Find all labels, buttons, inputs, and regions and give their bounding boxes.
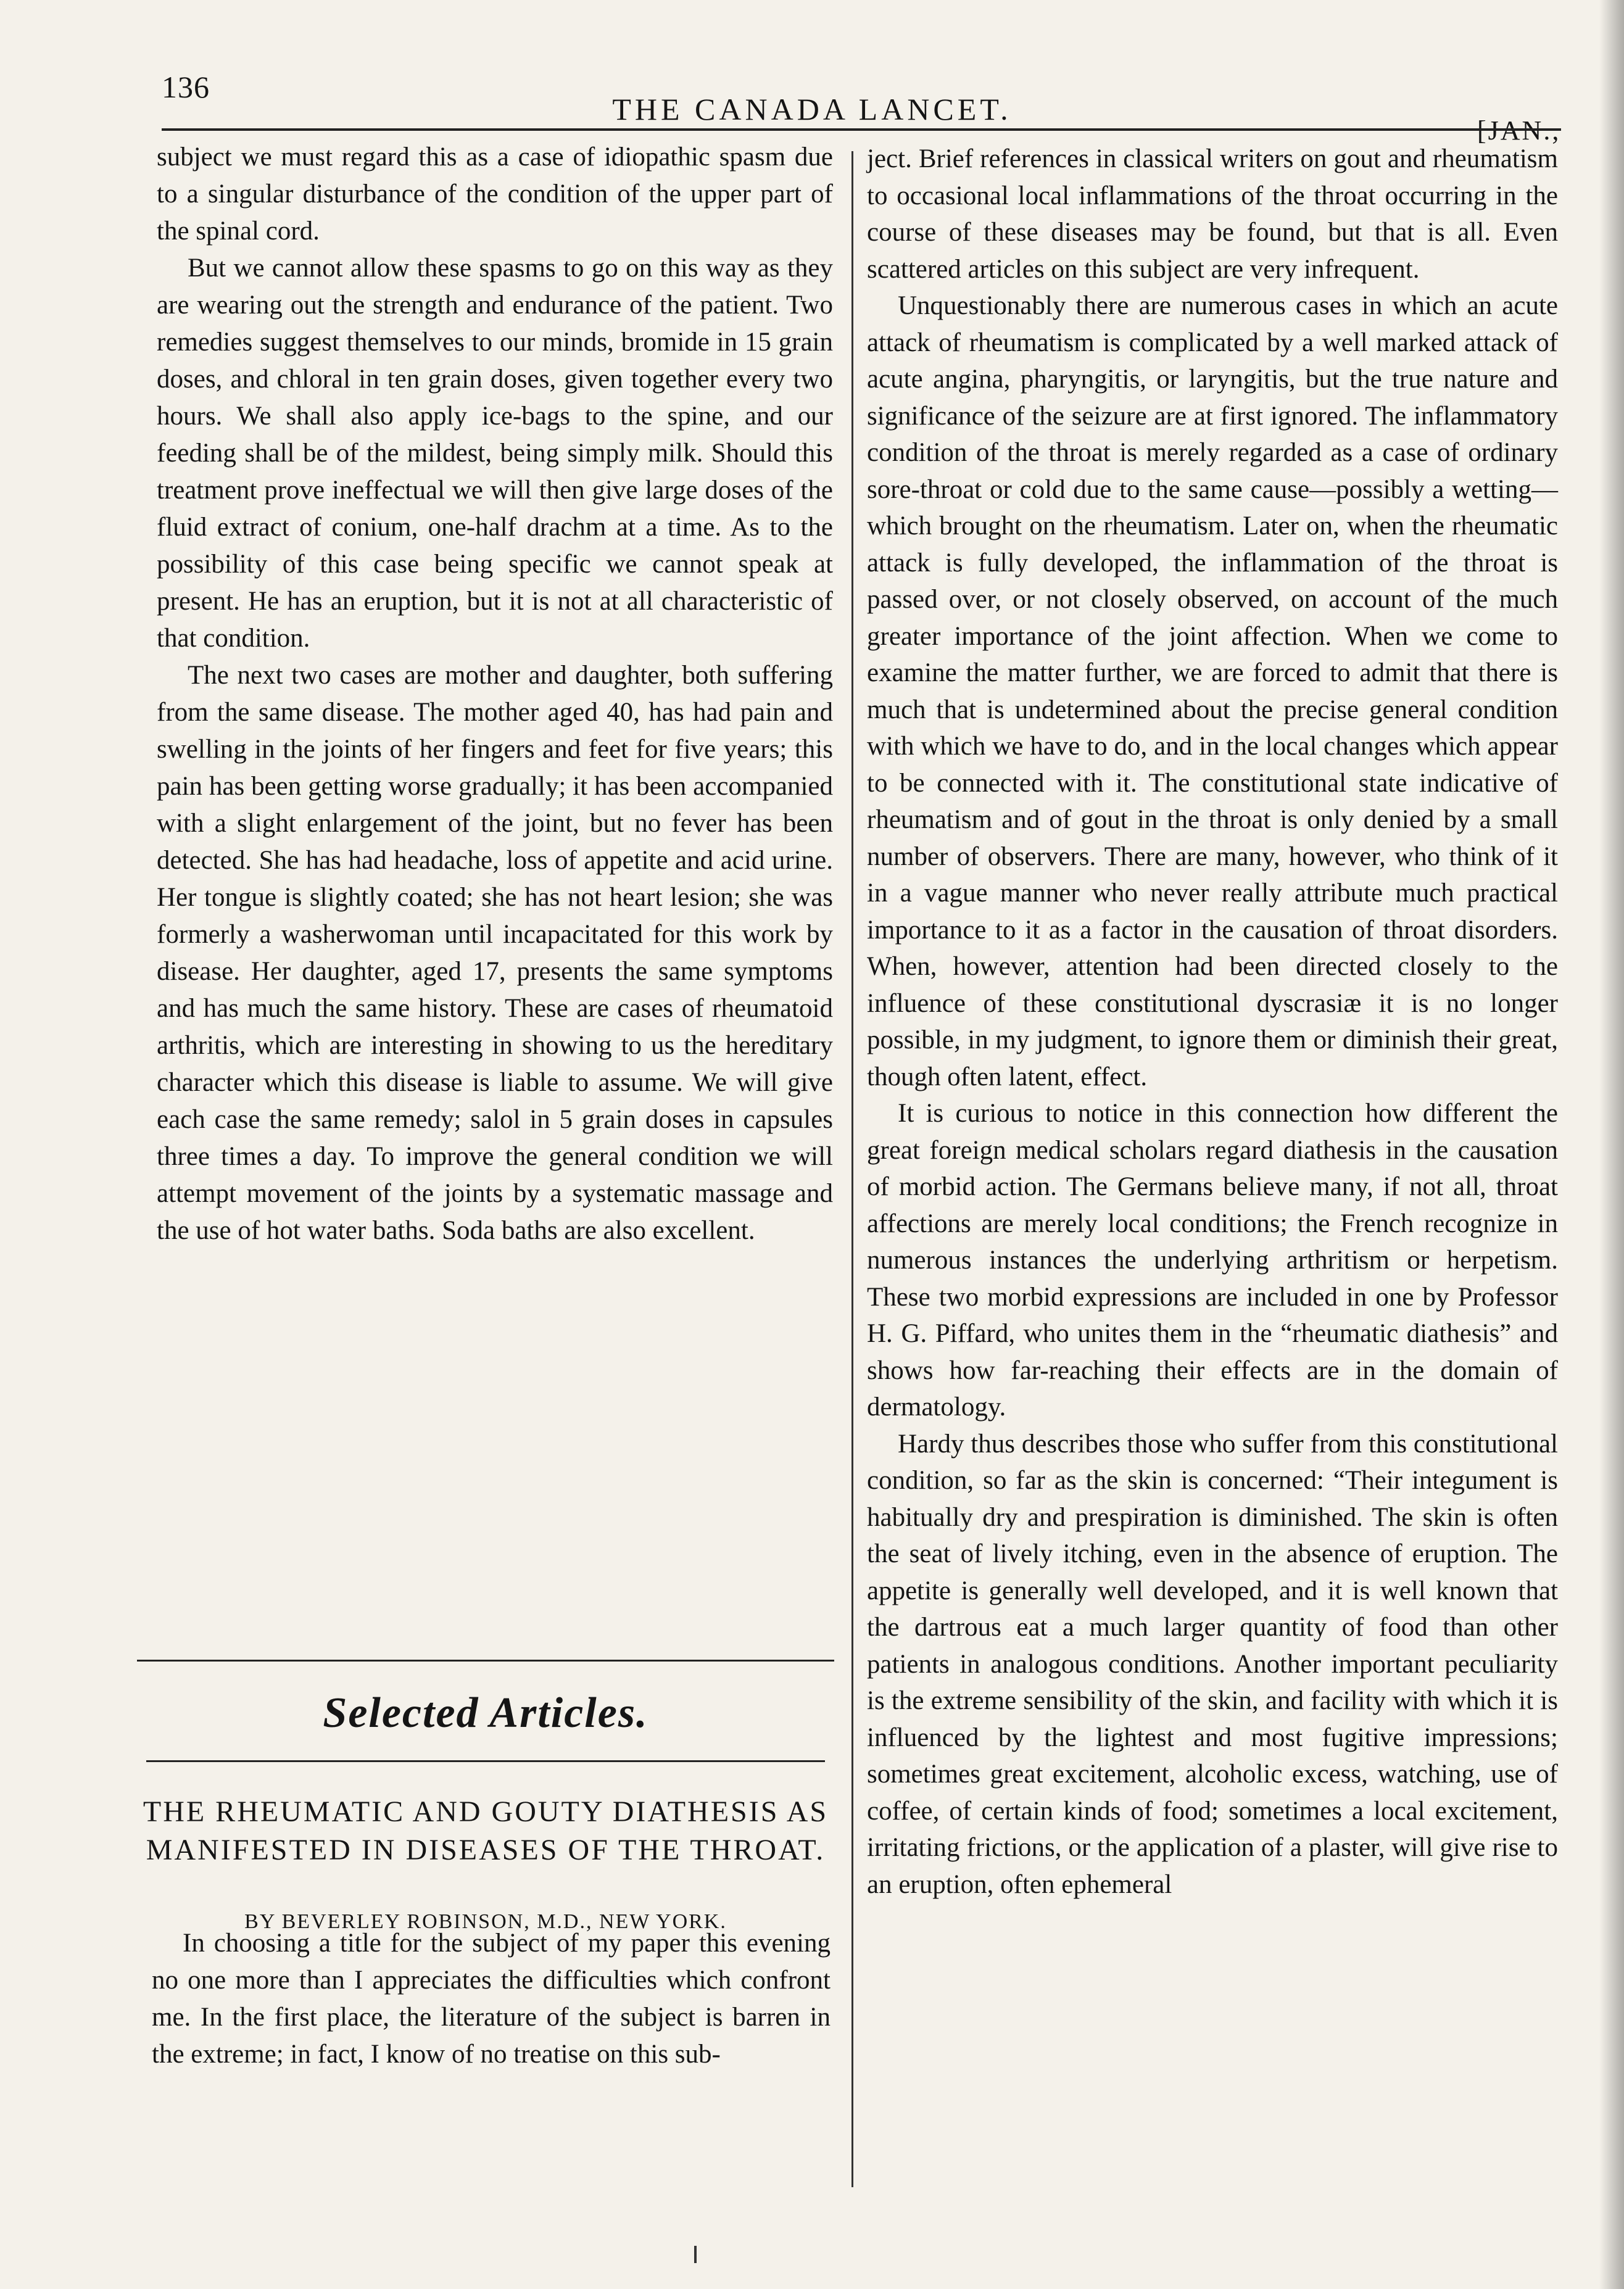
article-title: THE RHEUMATIC AND GOUTY DIATHESIS AS MANIFESTED IN DISEASES OF THE THROAT. — [143, 1795, 829, 1866]
right-paragraph-2: Unquestionably there are numerous cases in which an acute attack of rheumatism is complicated by a well marked attack of acute angina, pharyngitis, or laryngitis, but the true nature and significance of the seizure are at first ignored. The inflammatory condition of the throat is merely regarded as a case of ordinary sore-throat or cold due to the same cause—possibly a wetting—which brought on the rheumatism. Later on, when the rheumatic attack is fully developed, the inflammation of the throat is passed over, or not closely observed, on account of the much greater importance of the joint affection. When we come to examine the matter further, we are forced to admit that there is much that is undetermined about the precise general condition with which we have to do, and in the local changes which appear to be connected with it. The constitutional state indicative of rheumatism and of gout in the throat is only denied by a small number of observers. There are many, however, who think of it in a vague manner who never really attribute much practical importance to it as a factor in the causation of throat disorders. When, however, attention had been directed closely to the influence of these constitutional dyscrasiæ it is no longer possible, in my judgment, to ignore them or diminish their great, though often latent, effect. — [867, 291, 1558, 1091]
section-rule-top — [137, 1660, 834, 1662]
right-paragraph-3: It is curious to notice in this connection how different the great foreign medical scholars regard diathesis in the causation of morbid action. The Germans believe many, if not all, throat affections are merely local conditions; the French recognize in numerous instances the underlying arthritism or herpetism. These two morbid expressions are included in one by Professor H. G. Piffard, who unites them in the “rheumatic diathesis” and shows how far-reaching their effects are in the domain of dermatology. — [867, 1099, 1558, 1422]
article-paragraph-1: In choosing a title for the subject of my paper this evening no one more than I appreciates the difficulties which confront me. In the first place, the literature of the subject is barren in the extreme; in fact, I know of no treatise on this sub- — [152, 1929, 831, 2069]
issue-month: [JAN., — [1477, 115, 1561, 146]
page-number: 136 — [162, 70, 210, 104]
selected-articles-section — [131, 1660, 840, 1934]
section-rule-bottom — [146, 1760, 825, 1762]
column-divider — [851, 151, 853, 2187]
left-paragraph-3: The next two cases are mother and daughter, both suffering from the same disease. The mother aged 40, has had pain and swelling in the joints of her fingers and feet for five years; this pain has been getting worse gradually; it has been accompanied with a slight enlargement of the joint, but no fever has been detected. She has had headache, loss of appetite and acid urine. Her tongue is slightly coated; she has not heart lesion; she was formerly a washerwoman until incapacitated for this work by disease. Her daughter, aged 17, presents the same symptoms and has much the same history. These are cases of rheumatoid arthritis, which are interesting in showing to us the hereditary character which this disease is liable to assume. We will give each case the same remedy; salol in 5 grain doses in capsules three times a day. To improve the general condition we will attempt movement of the joints by a systematic massage and the use of hot water baths. Soda baths are also excellent. — [157, 661, 833, 1245]
print-mark — [694, 2246, 697, 2263]
right-paragraph-1: ject. Brief references in classical writers on gout and rheumatism to occasional local inflammations of the throat occurring in the course of these diseases may be found, but that is all. Even scattered articles on this subject are very infrequent. — [867, 144, 1558, 284]
section-title: Selected Articles. — [323, 1689, 648, 1737]
left-column — [157, 139, 833, 1249]
page-edge-shadow — [1599, 0, 1624, 2289]
left-paragraph-2: But we cannot allow these spasms to go on this way as they are wearing out the strength and endurance of the patient. Two remedies suggest themselves to our minds, bromide in 15 grain doses, and chloral in ten grain doses, given together every two hours. We shall also apply ice-bags to the spine, and our feeding shall be of the mildest, being simply milk. Should this treatment prove ineffectual we will then give large doses of the fluid extract of conium, one-half drachm at a time. As to the possibility of this case being specific we cannot speak at present. He has an eruption, but it is not at all characteristic of that condition. — [157, 254, 833, 653]
left-paragraph-1: subject we must regard this as a case of idiopathic spasm due to a singular disturbance of the condition of the upper part of the spinal cord. — [157, 143, 833, 246]
article-byline: BY BEVERLEY ROBINSON, M.D., NEW YORK. — [244, 1910, 727, 1933]
running-head: THE CANADA LANCET. — [612, 92, 1012, 126]
header-rule — [162, 128, 1561, 131]
right-column — [867, 141, 1558, 1903]
right-paragraph-4: Hardy thus describes those who suffer from this constitutional condition, so far as the skin is concerned: “Their integument is habitually dry and prespiration is diminished. The skin is often the seat of lively itching, even in the absence of eruption. The appetite is generally well developed, and it is well known that the dartrous eat a much larger quantity of food than other patients in analogous conditions. Another important peculiarity is the extreme sensibility of the skin, and facility with which it is influenced by the lightest and most fugitive impressions; sometimes great excitement, alcoholic excess, watching, use of coffee, of certain kinds of food; sometimes a local excitement, irritating frictions, or the application of a plaster, will give rise to an eruption, often ephemeral — [867, 1429, 1558, 1899]
article-opening — [152, 1925, 831, 2073]
